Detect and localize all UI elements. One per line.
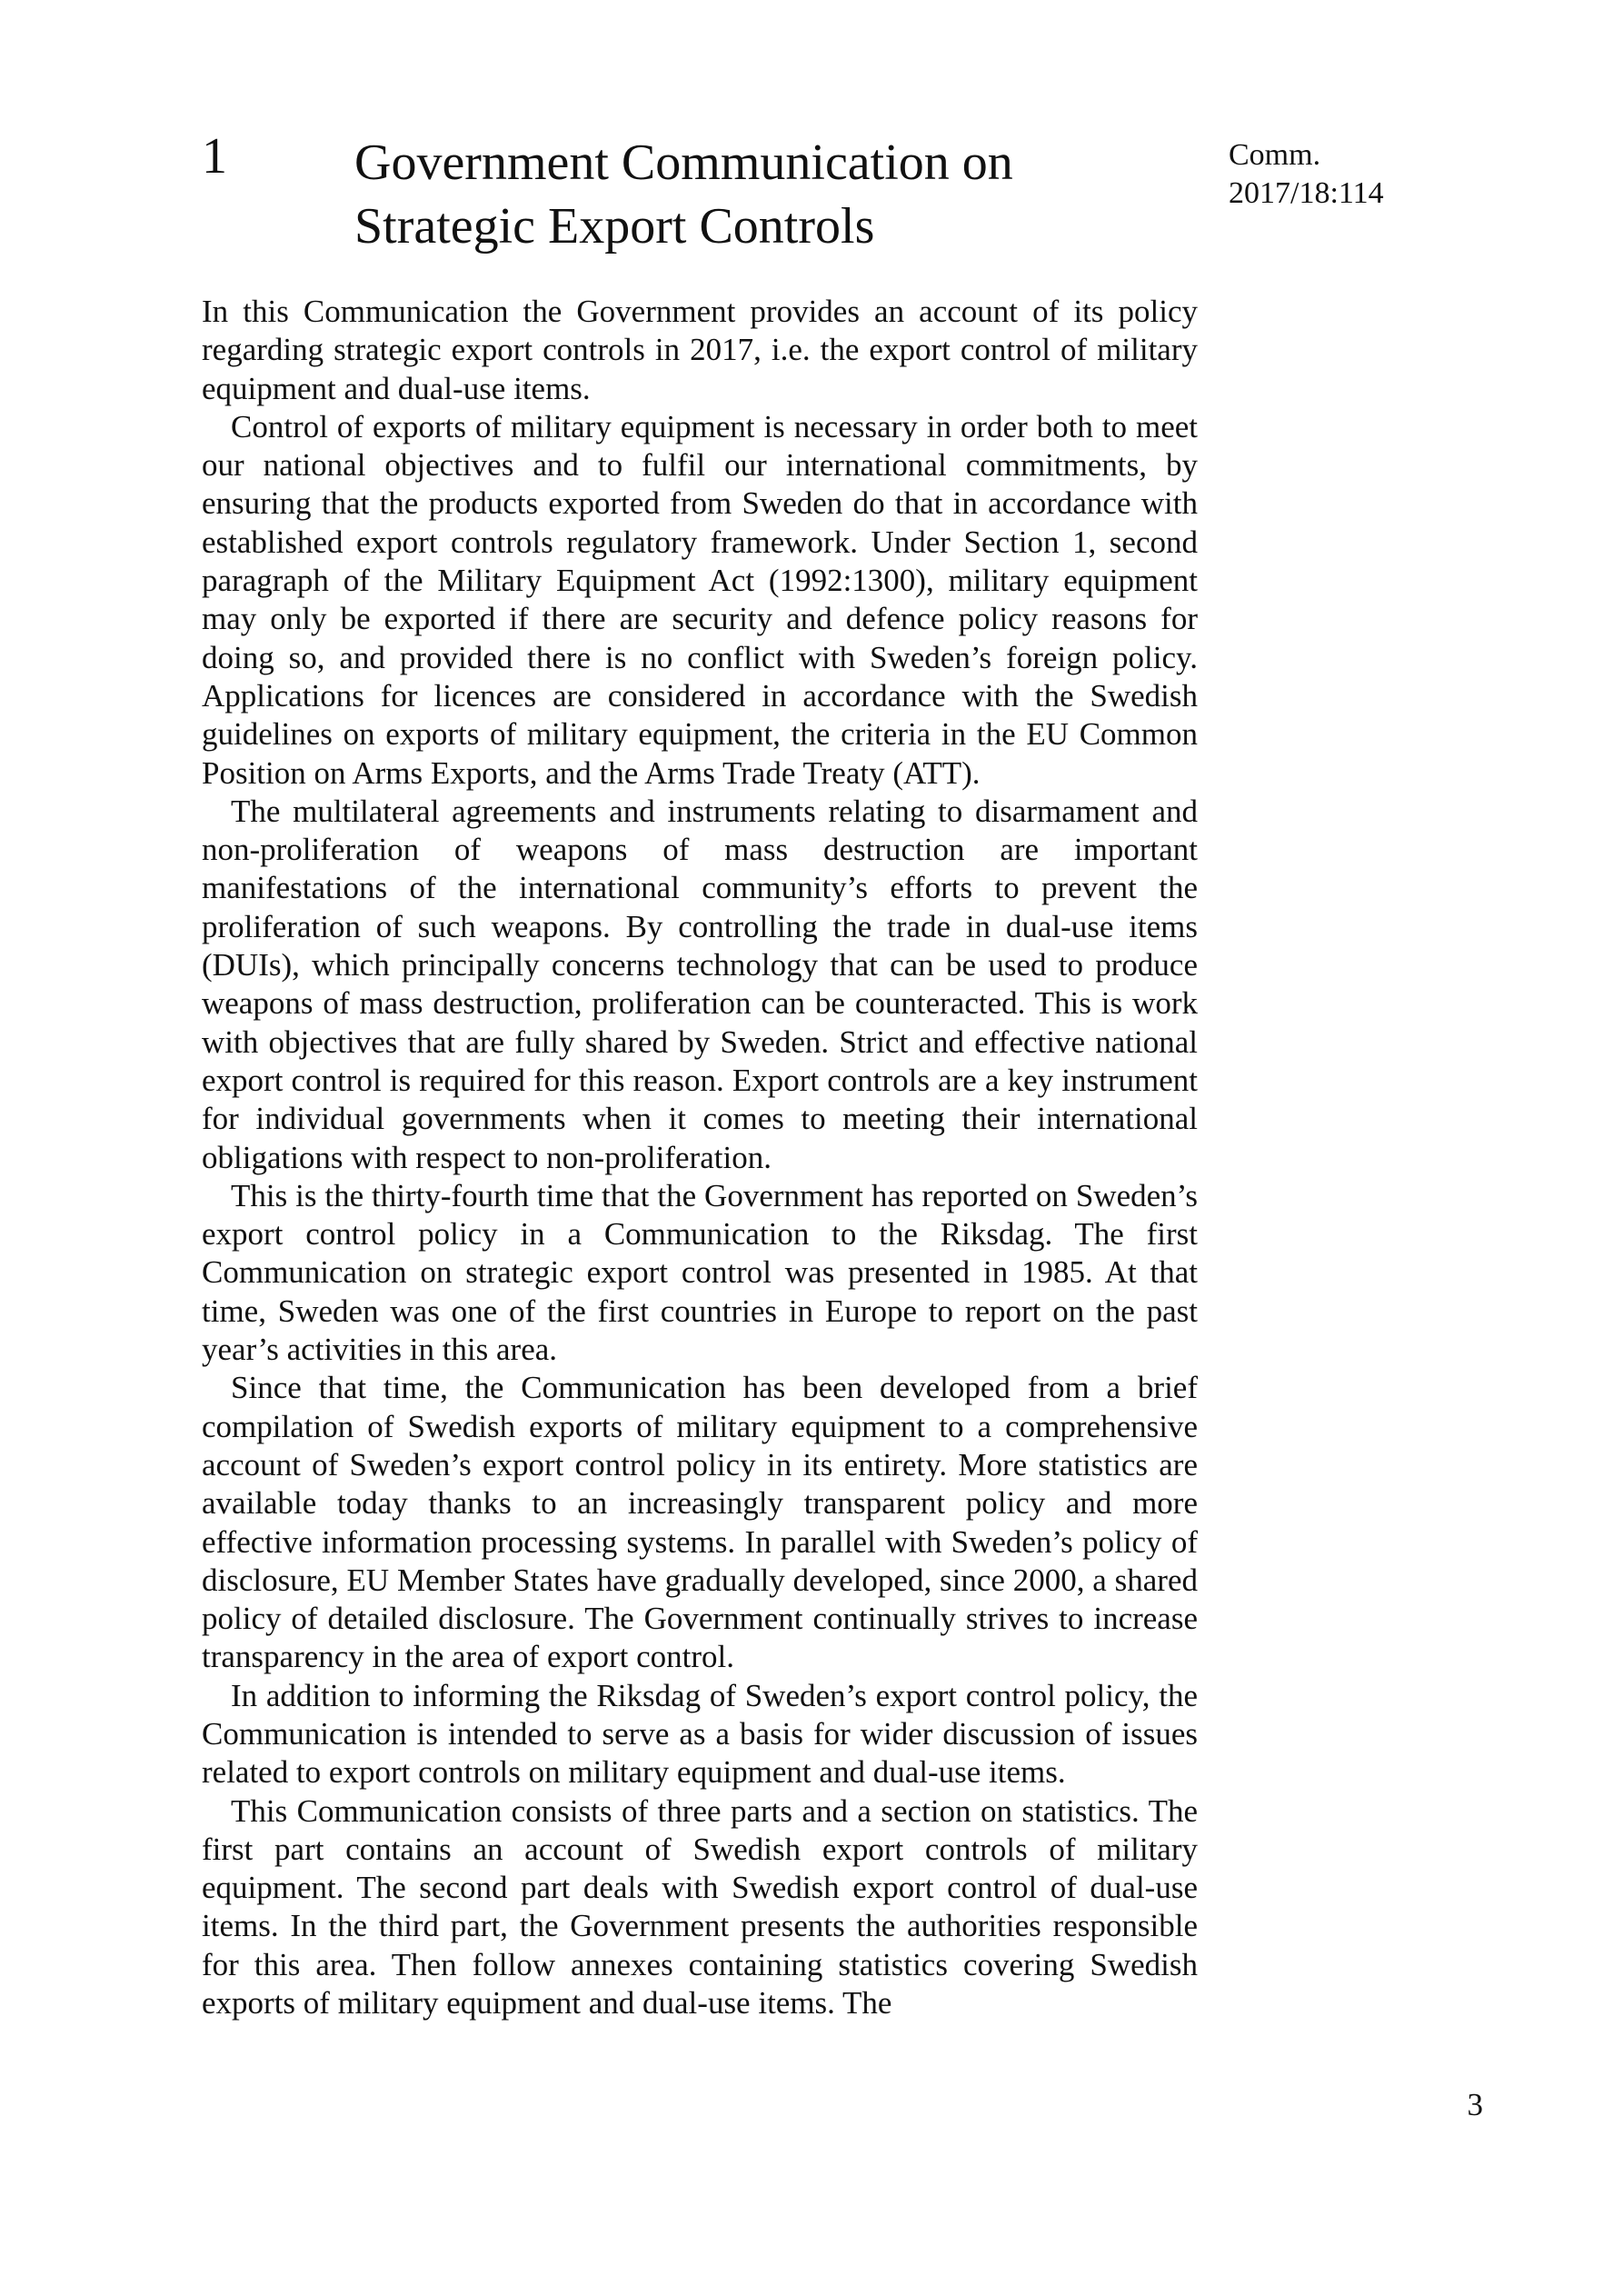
document-reference-number: 2017/18:114 [1229, 176, 1384, 210]
chapter-number: 1 [202, 128, 227, 185]
chapter-title-line-1: Government Communication on [354, 135, 1013, 191]
paragraph: In this Communication the Government provides an account of its policy regarding strategic export controls in 2017, i.e. the export control of military equipment and dual-use items. [202, 294, 1198, 406]
page-number: 3 [1467, 2087, 1483, 2122]
paragraph: The multilateral agreements and instruments relating to disarmament and non-proliferation of weapons of mass destruction are important manifestations of the international community’s efforts to prevent the proliferation of such weapons. By controlling the trade in dual-use items (DUIs), which principally concerns technology that can be used to produce weapons of mass destruction, proliferation can be counteracted. This is work with objectives that are fully shared by Sweden. Strict and effective national export control is required for this reason. Export controls are a key instrument for individual governments when it comes to meeting their international obligations with respect to non-proliferation. [202, 793, 1198, 1175]
document-reference [1229, 136, 1384, 213]
paragraph: This Communication consists of three parts and a section on statistics. The first part contains an account of Swedish export controls of military equipment. The second part deals with Swedish export control of dual-use items. In the third part, the Government presents the authorities responsible for this area. Then follow annexes containing statistics covering Swedish exports of military equipment and dual-use items. The [202, 1792, 1198, 2021]
body-text [202, 293, 1198, 2022]
chapter-title [354, 131, 1172, 258]
paragraph: Control of exports of military equipment is necessary in order both to meet our national objectives and to fulfil our international commitments, by ensuring that the products exported from Sweden do that in accordance with established export controls regulatory framework. Under Section 1, second paragraph of the Military Equipment Act (1992:1300), military equipment may only be exported if there are security and defence policy reasons for doing so, and provided there is no conflict with Sweden’s foreign policy. Applications for licences are considered in accordance with the Swedish guidelines on exports of military equipment, the criteria in the EU Common Position on Arms Exports, and the Arms Trade Treaty (ATT). [202, 408, 1198, 791]
paragraph: In addition to informing the Riksdag of Sweden’s export control policy, the Communication is intended to serve as a basis for wider discussion of issues related to export controls on military equipment and dual-use items. [202, 1677, 1198, 1791]
chapter-title-line-2: Strategic Export Controls [354, 198, 875, 255]
document-reference-label: Comm. [1229, 138, 1321, 172]
paragraph: This is the thirty-fourth time that the Government has reported on Sweden’s export control policy in a Communication to the Riksdag. The first Communication on strategic export control was presented in 1985. At that time, Sweden was one of the first countries in Europe to report on the past year’s activities in this area. [202, 1177, 1198, 1368]
paragraph: Since that time, the Communication has been developed from a brief compilation of Swedish exports of military equipment to a comprehensive account of Sweden’s export control policy in its entirety. More statistics are available today thanks to an increasingly transparent policy and more effective information processing systems. In parallel with Sweden’s policy of disclosure, EU Member States have gradually developed, since 2000, a shared policy of detailed disclosure. The Government continually strives to increase transparency in the area of export control. [202, 1370, 1198, 1675]
